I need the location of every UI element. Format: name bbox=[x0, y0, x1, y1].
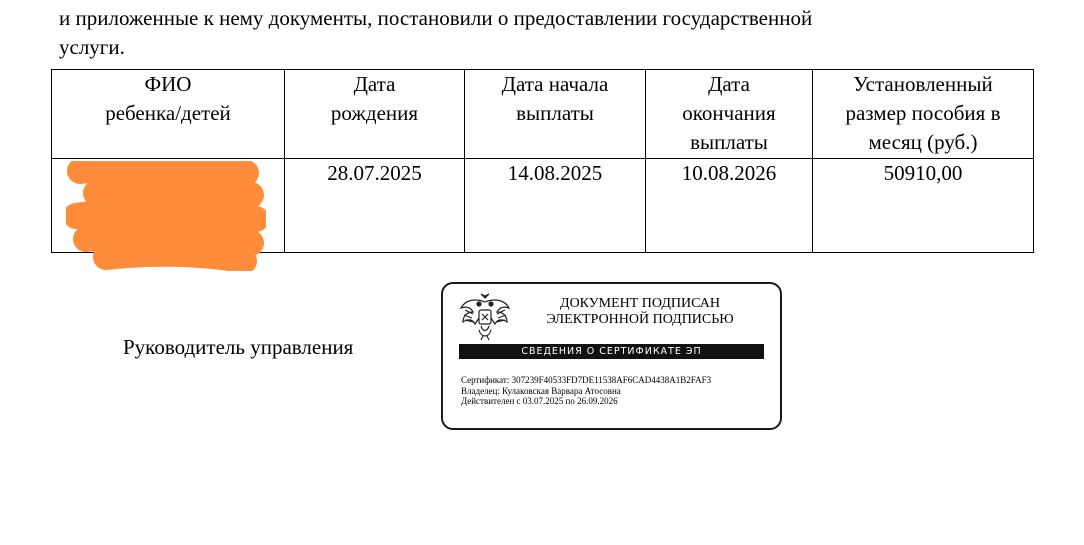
amount-cell: 50910,00 bbox=[813, 159, 1034, 253]
child-name-cell bbox=[52, 159, 285, 253]
header-end-date: Дата окончания выплаты bbox=[646, 70, 813, 159]
end-date-cell: 10.08.2026 bbox=[646, 159, 813, 253]
certificate-details bbox=[461, 375, 771, 407]
intro-text bbox=[59, 4, 1039, 62]
certificate-owner: Владелец: Кулаковская Варвара Атосовна bbox=[461, 385, 621, 396]
intro-line-2: услуги. bbox=[59, 35, 125, 59]
child-name-fragment: овна bbox=[209, 219, 250, 243]
certificate-info-bar: СВЕДЕНИЯ О СЕРТИФИКАТЕ ЭП bbox=[459, 344, 764, 359]
header-fio: ФИО ребенка/детей bbox=[52, 70, 285, 159]
start-date-cell: 14.08.2025 bbox=[465, 159, 646, 253]
header-start-date: Дата начала выплаты bbox=[465, 70, 646, 159]
table-row bbox=[52, 159, 1034, 253]
stamp-title: ДОКУМЕНТ ПОДПИСАН ЭЛЕКТРОННОЙ ПОДПИСЬЮ bbox=[546, 296, 734, 327]
header-amount: Установленный размер пособия в месяц (руб.) bbox=[813, 70, 1034, 159]
table-header-row bbox=[52, 70, 1034, 159]
certificate-validity: Действителен с 03.07.2025 по 26.09.2026 bbox=[461, 396, 618, 406]
intro-line-1: и приложенные к нему документы, постановили о предоставлении государственной bbox=[59, 6, 813, 30]
benefits-table bbox=[51, 69, 1034, 253]
electronic-signature-stamp bbox=[441, 282, 782, 430]
header-birth-date: Дата рождения bbox=[285, 70, 465, 159]
redaction-scribble bbox=[66, 161, 266, 271]
signer-role: Руководитель управления bbox=[123, 335, 354, 359]
certificate-number: Сертификат: 307239F40533FD7DE11538AF6CAD4438A1B2FAF3 bbox=[461, 375, 712, 385]
coat-of-arms-icon bbox=[457, 292, 513, 342]
birth-date-cell: 28.07.2025 bbox=[285, 159, 465, 253]
